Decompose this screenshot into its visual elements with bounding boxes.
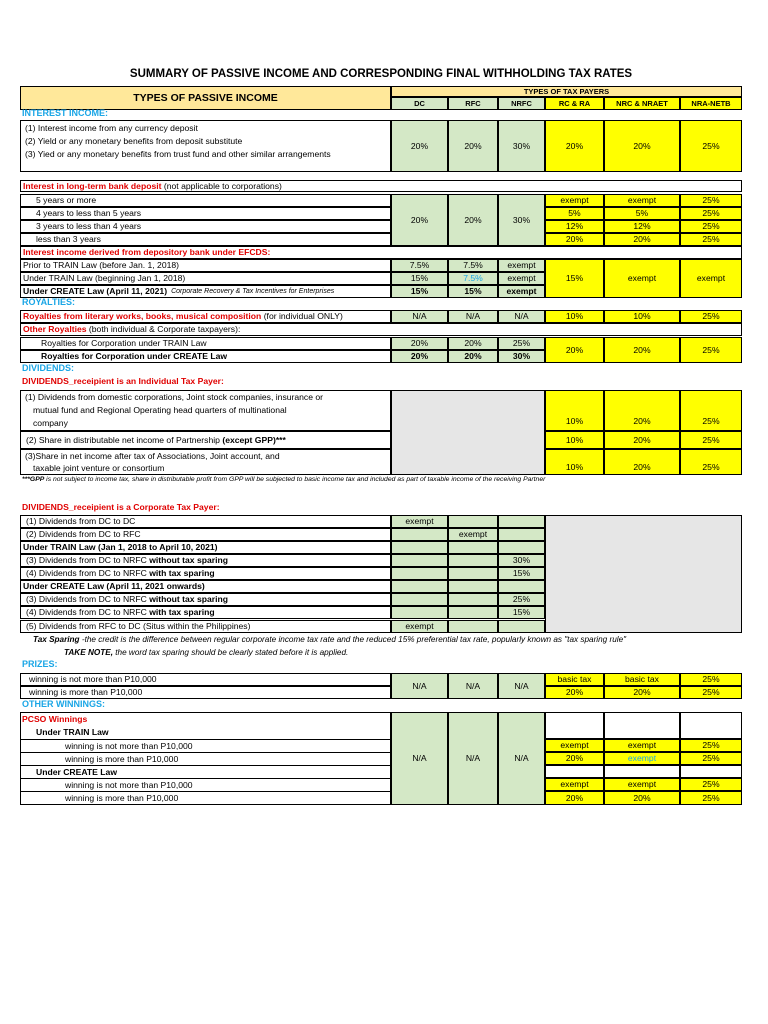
types-of-tax-payers-header: TYPES OF TAX PAYERS — [391, 86, 742, 97]
royalties-literary-nra: 25% — [680, 310, 742, 323]
div-corp-5-nrfc — [498, 620, 545, 633]
div-create-4-text: (4) Dividends from DC to NRFC — [26, 607, 150, 618]
interest-line-3: (3) Yied or any monetary benefits from trust fund and other similar arrangements — [25, 148, 331, 159]
pcso-create-rc-2: 20% — [545, 791, 604, 805]
efcds-nrfc-2: exempt — [498, 272, 545, 285]
long-term-row-4: less than 3 years — [20, 233, 391, 246]
dividends-ind-2-except: (except GPP)*** — [222, 434, 286, 445]
royalties-literary-nrfc: N/A — [498, 310, 545, 323]
interest-line-1: (1) Interest income from any currency deposit — [25, 122, 198, 133]
pcso-create-nra-2: 25% — [680, 791, 742, 805]
dividends-ind-1-nra: 25% — [680, 390, 742, 431]
royalties-literary-nrc: 10% — [604, 310, 680, 323]
pcso-rfc: N/A — [448, 712, 498, 805]
dividends-individual-heading: DIVIDENDS_receipient is an Individual Tax Payer: — [22, 376, 224, 387]
div-create-heading: Under CREATE Law (April 11, 2021 onwards) — [20, 580, 391, 593]
royalties-other-nrc: 20% — [604, 337, 680, 363]
div-corp-5-dc: exempt — [391, 620, 448, 633]
tax-sparing-note — [33, 635, 626, 646]
div-create-head-nrfc — [498, 580, 545, 593]
pcso-nra-blank-mid — [680, 765, 742, 778]
long-term-rc-1: exempt — [545, 194, 604, 207]
efcds-nrfc-1: exempt — [498, 259, 545, 272]
dividends-ind-3-rc: 10% — [545, 449, 604, 475]
pcso-train-row-2: winning is more than P10,000 — [20, 752, 391, 765]
pcso-train-nra-2: 25% — [680, 752, 742, 765]
prizes-heading: PRIZES: — [22, 658, 58, 669]
dividends-ind-1-nrc: 20% — [604, 390, 680, 431]
long-term-heading-red: Interest in long-term bank deposit — [23, 180, 162, 191]
long-term-dc: 20% — [391, 194, 448, 246]
div-train-3-text: (3) Dividends from DC to NRFC — [26, 555, 150, 566]
efcds-rc: 15% — [545, 259, 604, 298]
gpp-footnote-text: is not subject to income tax, share in distributable profit from GPP will be subjected to basic income tax and included as part of taxable income of the receiving Partner — [44, 476, 546, 484]
interest-line-2: (2) Yield or any monetary benefits from deposit substitute — [25, 135, 243, 146]
royalties-train-rfc: 20% — [448, 337, 498, 350]
div-train-head-dc — [391, 541, 448, 554]
interest-income-heading: INTEREST INCOME: — [22, 107, 109, 118]
dividends-ind-2-nra: 25% — [680, 431, 742, 449]
take-note-term: TAKE NOTE, — [64, 648, 113, 658]
div-train-4-dc — [391, 567, 448, 580]
div-corp-2-nrfc — [498, 528, 545, 541]
royalties-literary-red: Royalties from literary works, books, musical composition — [23, 311, 262, 322]
long-term-nra-3: 25% — [680, 220, 742, 233]
prizes-row-1: winning is not more than P10,000 — [20, 673, 391, 686]
royalties-create-rfc: 20% — [448, 350, 498, 363]
div-create-3-rfc — [448, 593, 498, 606]
div-train-4-text: (4) Dividends from DC to NRFC — [26, 568, 150, 579]
other-winnings-heading: OTHER WINNINGS: — [22, 698, 105, 709]
efcds-dc-1: 7.5% — [391, 259, 448, 272]
pcso-train-nra-1: 25% — [680, 739, 742, 752]
prizes-rc-2: 20% — [545, 686, 604, 699]
dividends-ind-2-nrc: 20% — [604, 431, 680, 449]
col-nrc-nraet: NRC & NRAET — [604, 97, 680, 110]
pcso-heading: PCSO Winnings — [22, 713, 88, 724]
efcds-nrfc-3: exempt — [498, 285, 545, 298]
prizes-nrfc: N/A — [498, 673, 545, 699]
pcso-train-nrc-2: exempt — [604, 752, 680, 765]
dividends-ind-3-nrc: 20% — [604, 449, 680, 475]
div-corp-5-rfc — [448, 620, 498, 633]
pcso-create-row-1: winning is not more than P10,000 — [20, 778, 391, 791]
long-term-nrfc: 30% — [498, 194, 545, 246]
royalties-other-nra: 25% — [680, 337, 742, 363]
dividends-ind-1-line-2: mutual fund and Regional Operating head quarters of multinational — [33, 404, 287, 415]
efcds-row-3-label: Under CREATE Law (April 11, 2021) — [23, 286, 168, 297]
long-term-row-1: 5 years or more — [20, 194, 391, 207]
div-create-3-nrfc: 25% — [498, 593, 545, 606]
div-corp-2-label: (2) Dividends from DC to RFC — [20, 528, 391, 541]
long-term-rc-4: 20% — [545, 233, 604, 246]
long-term-heading-note: (not applicable to corporations) — [161, 180, 282, 191]
long-term-nrc-3: 12% — [604, 220, 680, 233]
div-create-4-dc — [391, 606, 448, 619]
long-term-nrc-1: exempt — [604, 194, 680, 207]
prizes-rc-1: basic tax — [545, 673, 604, 686]
div-corp-2-rfc: exempt — [448, 528, 498, 541]
long-term-row-3: 3 years to less than 4 years — [20, 220, 391, 233]
div-corp-1-label: (1) Dividends from DC to DC — [20, 515, 391, 528]
royalties-create-dc: 20% — [391, 350, 448, 363]
efcds-dc-3: 15% — [391, 285, 448, 298]
div-create-4-label — [20, 606, 391, 619]
tax-sparing-term: Tax Sparing — [33, 635, 80, 645]
col-rc-ra: RC & RA — [545, 97, 604, 110]
pcso-nrc-blank-top — [604, 712, 680, 739]
div-train-heading: Under TRAIN Law (Jan 1, 2018 to April 10, 2021) — [20, 541, 391, 554]
div-create-3-dc — [391, 593, 448, 606]
long-term-rc-2: 5% — [545, 207, 604, 220]
div-corp-2-dc — [391, 528, 448, 541]
col-nra-netb: NRA-NETB — [680, 97, 742, 110]
div-create-head-dc — [391, 580, 448, 593]
prizes-nra-1: 25% — [680, 673, 742, 686]
dividends-ind-1-line-3: company — [33, 417, 68, 428]
long-term-nra-4: 25% — [680, 233, 742, 246]
pcso-create-nra-1: 25% — [680, 778, 742, 791]
div-corp-5-label: (5) Dividends from RFC to DC (Situs within the Philippines) — [20, 620, 391, 633]
pcso-train-rc-1: exempt — [545, 739, 604, 752]
div-train-head-nrfc — [498, 541, 545, 554]
pcso-train-nrc-1: exempt — [604, 739, 680, 752]
pcso-create-row-2: winning is more than P10,000 — [20, 791, 391, 805]
dividends-ind-1-line-1: (1) Dividends from domestic corporations, Joint stock companies, insurance or — [25, 391, 324, 402]
div-create-4-bold: with tax sparing — [149, 607, 215, 618]
col-nrfc: NRFC — [498, 97, 545, 110]
long-term-rc-3: 12% — [545, 220, 604, 233]
dividends-ind-1-rc: 10% — [545, 390, 604, 431]
efcds-rfc-1: 7.5% — [448, 259, 498, 272]
div-train-4-rfc — [448, 567, 498, 580]
col-dc: DC — [391, 97, 448, 110]
col-rfc: RFC — [448, 97, 498, 110]
div-train-head-rfc — [448, 541, 498, 554]
gpp-footnote — [22, 476, 545, 485]
royalties-other-rc: 20% — [545, 337, 604, 363]
div-corp-1-nrfc — [498, 515, 545, 528]
dividends-corporate-heading: DIVIDENDS_receipient is a Corporate Tax Payer: — [22, 502, 220, 513]
royalties-create-nrfc: 30% — [498, 350, 545, 363]
royalties-literary-note: (for individual ONLY) — [261, 311, 343, 322]
long-term-row-2: 4 years to less than 5 years — [20, 207, 391, 220]
long-term-nra-2: 25% — [680, 207, 742, 220]
efcds-row-3 — [20, 285, 391, 298]
interest-nrc: 20% — [604, 120, 680, 172]
div-train-4-nrfc: 15% — [498, 567, 545, 580]
div-train-3-label — [20, 554, 391, 567]
efcds-nra: exempt — [680, 259, 742, 298]
prizes-rfc: N/A — [448, 673, 498, 699]
page-title: SUMMARY OF PASSIVE INCOME AND CORRESPONDING FINAL WITHHOLDING TAX RATES — [129, 68, 633, 81]
interest-nra: 25% — [680, 120, 742, 172]
royalties-literary-rfc: N/A — [448, 310, 498, 323]
royalties-heading: ROYALTIES: — [22, 296, 76, 307]
long-term-nrc-2: 5% — [604, 207, 680, 220]
pcso-create-nrc-2: 20% — [604, 791, 680, 805]
tax-sparing-text: -the credit is the difference between regular corporate income tax rate and the reduced 15% preferential tax rate, popularly known as "tax sparing rule" — [79, 635, 627, 645]
pcso-train-rc-2: 20% — [545, 752, 604, 765]
dividends-ind-3-line-1: (3)Share in net income after tax of Associations, Joint account, and — [25, 450, 280, 461]
div-corp-1-rfc — [448, 515, 498, 528]
pcso-rc-blank-top — [545, 712, 604, 739]
gpp-footnote-lead: ***GPP — [22, 476, 45, 484]
interest-dc: 20% — [391, 120, 448, 172]
dividends-ind-3-line-2: taxable joint venture or consortium — [33, 462, 165, 473]
take-note-text: the word tax sparing should be clearly stated before it is applied. — [112, 648, 349, 658]
div-train-3-nrfc: 30% — [498, 554, 545, 567]
div-corp-1-dc: exempt — [391, 515, 448, 528]
types-of-passive-income-header: TYPES OF PASSIVE INCOME — [20, 86, 391, 110]
pcso-nrfc: N/A — [498, 712, 545, 805]
royalties-train-nrfc: 25% — [498, 337, 545, 350]
div-train-3-bold: without tax sparing — [149, 555, 228, 566]
prizes-nrc-1: basic tax — [604, 673, 680, 686]
div-train-3-rfc — [448, 554, 498, 567]
interest-nrfc: 30% — [498, 120, 545, 172]
efcds-nrc: exempt — [604, 259, 680, 298]
take-note — [64, 648, 348, 659]
royalties-literary-rc: 10% — [545, 310, 604, 323]
dividends-ind-2-text: (2) Share in distributable net income of Partnership — [26, 434, 223, 445]
prizes-row-2: winning is more than P10,000 — [20, 686, 391, 699]
interest-rfc: 20% — [448, 120, 498, 172]
dividends-ind-3-nra: 25% — [680, 449, 742, 475]
long-term-nrc-4: 20% — [604, 233, 680, 246]
pcso-nrc-blank-mid — [604, 765, 680, 778]
royalties-other-note: (both individual & Corporate taxpayers): — [86, 324, 241, 335]
efcds-row-1: Prior to TRAIN Law (before Jan. 1, 2018) — [20, 259, 391, 272]
royalties-other-red: Other Royalties — [23, 324, 87, 335]
pcso-train-row-1: winning is not more than P10,000 — [20, 739, 391, 752]
pcso-create-rc-1: exempt — [545, 778, 604, 791]
div-create-4-nrfc: 15% — [498, 606, 545, 619]
pcso-rc-blank-mid — [545, 765, 604, 778]
prizes-nra-2: 25% — [680, 686, 742, 699]
div-create-head-rfc — [448, 580, 498, 593]
efcds-rfc-3: 15% — [448, 285, 498, 298]
dividends-ind-grey-block — [391, 390, 545, 475]
efcds-dc-2: 15% — [391, 272, 448, 285]
long-term-deposit-heading — [20, 180, 742, 192]
div-create-3-bold: without tax sparing — [149, 594, 228, 605]
div-create-3-text: (3) Dividends from DC to NRFC — [26, 594, 150, 605]
pcso-nra-blank-top — [680, 712, 742, 739]
efcds-row-3-note: Corporate Recovery & Tax Incentives for Enterprises — [171, 288, 335, 295]
div-train-3-dc — [391, 554, 448, 567]
dividends-ind-2-rc: 10% — [545, 431, 604, 449]
div-train-4-label — [20, 567, 391, 580]
prizes-dc: N/A — [391, 673, 448, 699]
long-term-rfc: 20% — [448, 194, 498, 246]
div-train-4-bold: with tax sparing — [149, 568, 215, 579]
royalties-other-heading — [20, 323, 742, 336]
pcso-dc: N/A — [391, 712, 448, 805]
efcds-heading: Interest income derived from depository bank under EFCDS: — [20, 246, 742, 259]
royalties-create-label: Royalties for Corporation under CREATE Law — [20, 350, 391, 363]
div-corp-grey-block — [545, 515, 742, 633]
interest-rc: 20% — [545, 120, 604, 172]
pcso-train-heading: Under TRAIN Law — [36, 726, 109, 737]
pcso-create-nrc-1: exempt — [604, 778, 680, 791]
royalties-literary-dc: N/A — [391, 310, 448, 323]
efcds-row-2: Under TRAIN Law (beginning Jan 1, 2018) — [20, 272, 391, 285]
royalties-literary-label — [20, 310, 391, 323]
prizes-nrc-2: 20% — [604, 686, 680, 699]
royalties-train-label: Royalties for Corporation under TRAIN Law — [20, 337, 391, 350]
dividends-heading: DIVIDENDS: — [22, 362, 75, 373]
div-create-3-label — [20, 593, 391, 606]
efcds-rfc-2: 7.5% — [448, 272, 498, 285]
div-create-4-rfc — [448, 606, 498, 619]
long-term-nra-1: 25% — [680, 194, 742, 207]
dividends-ind-2-label — [20, 431, 391, 449]
royalties-train-dc: 20% — [391, 337, 448, 350]
pcso-create-heading: Under CREATE Law — [20, 765, 391, 778]
